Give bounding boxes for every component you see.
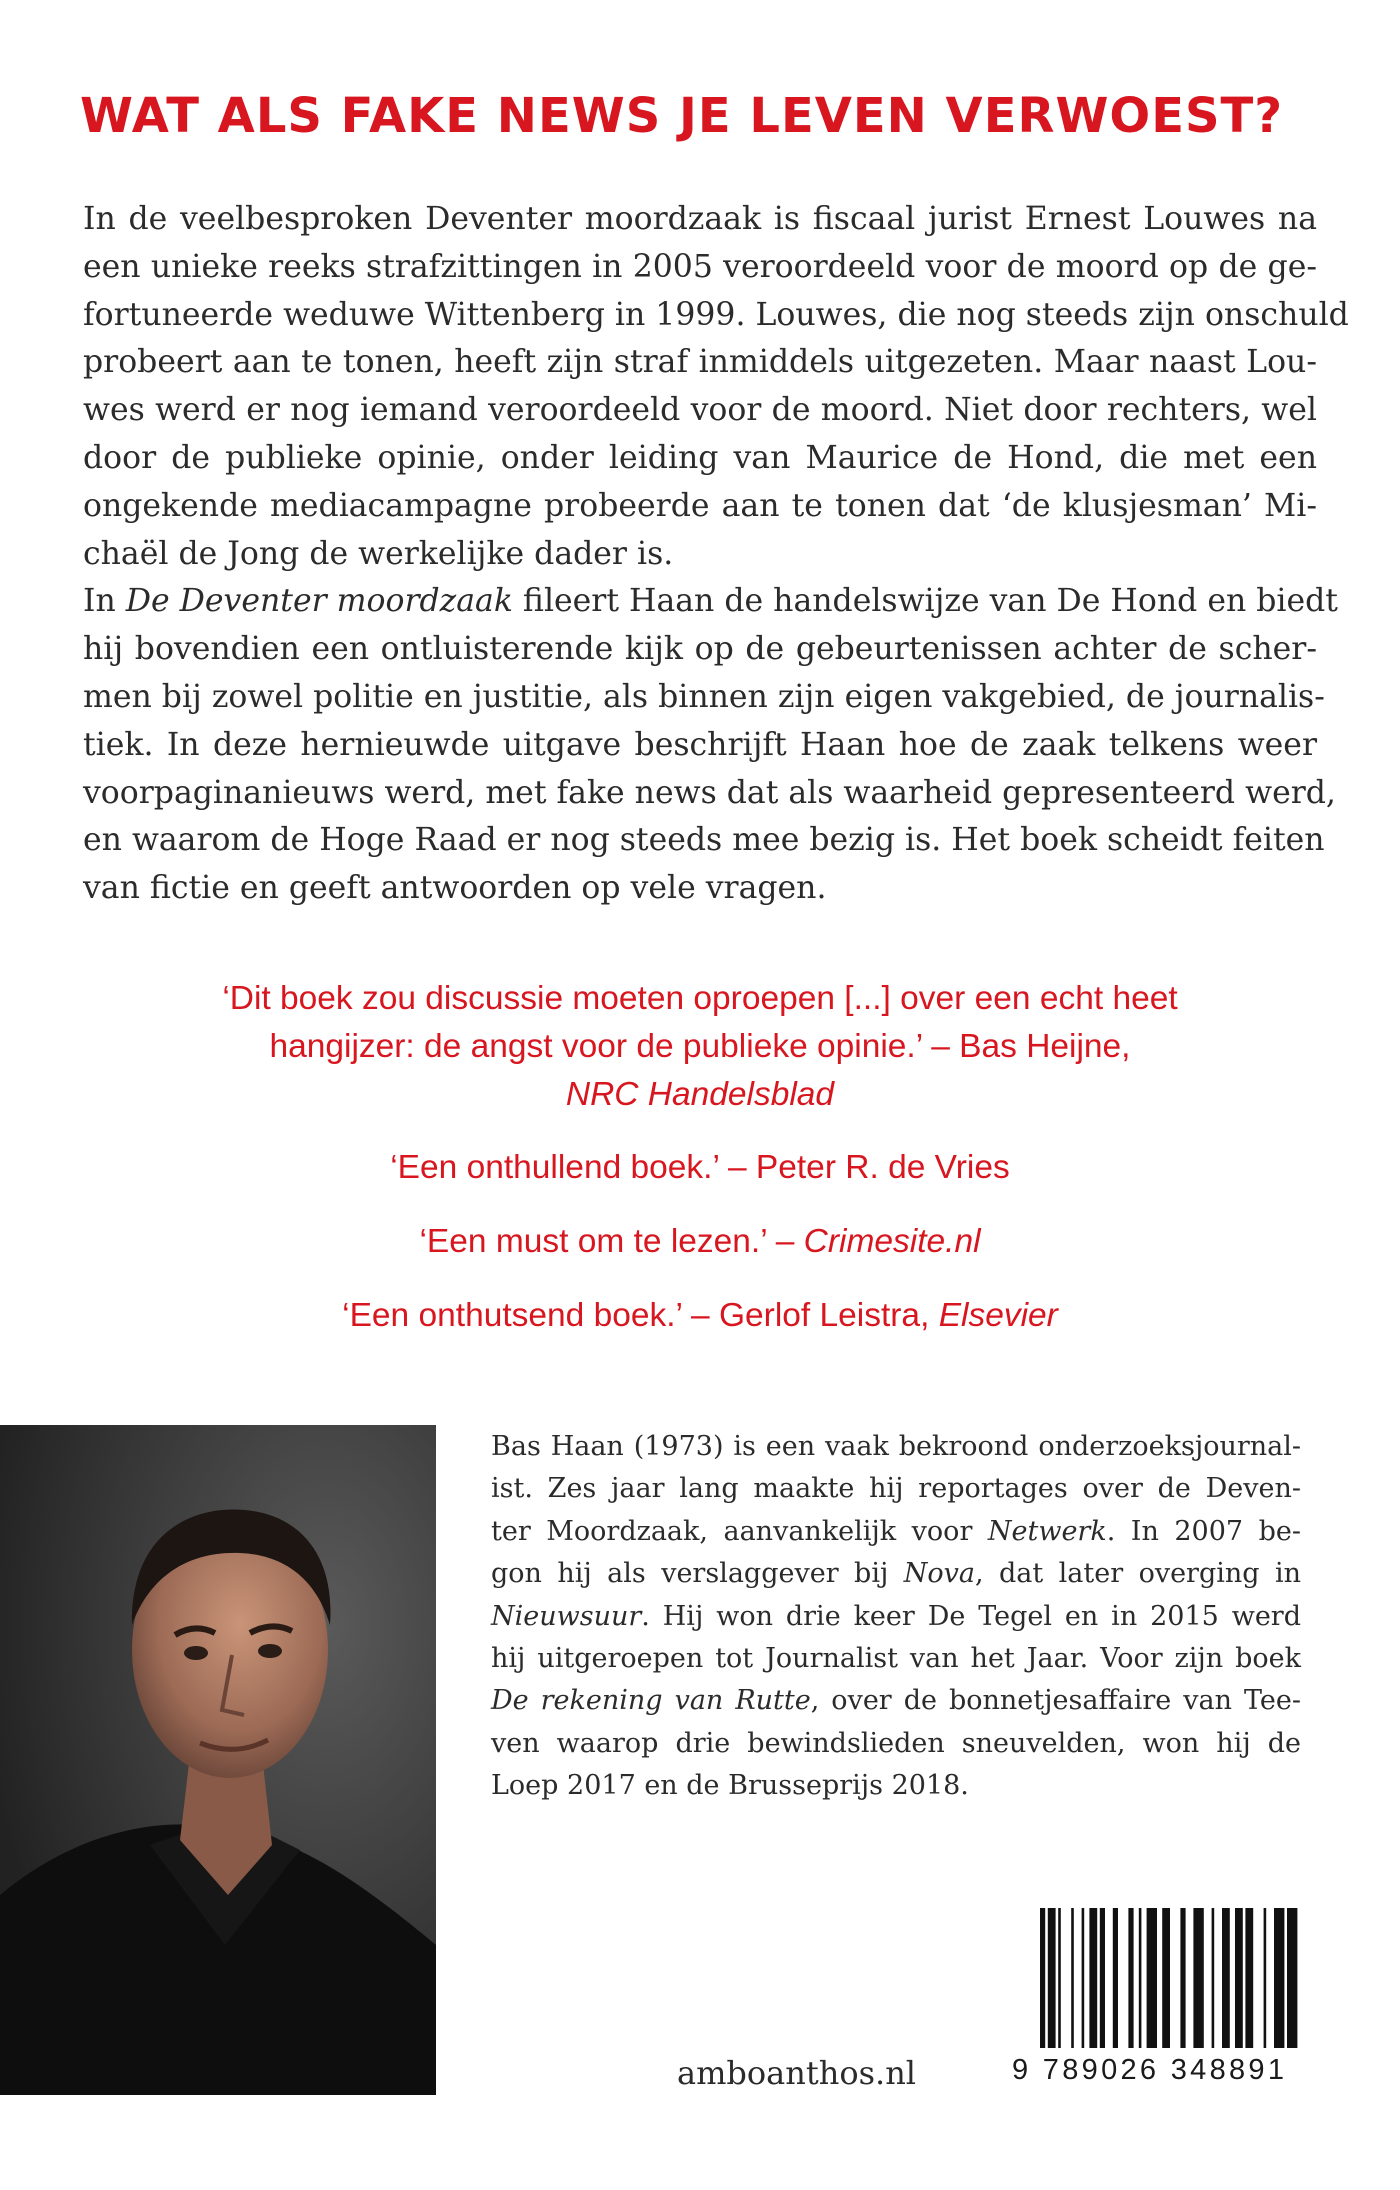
barcode-bar (1274, 1908, 1284, 2048)
review-quote (80, 975, 1320, 1119)
review-quote (80, 1218, 1320, 1266)
bio-text: gon hij als verslaggever bij (491, 1558, 904, 1590)
blurb-line: voorpaginanieuws werd, met fake news dat als waarheid gepresenteerd werd, (83, 774, 1336, 811)
quote-source: Crimesite.nl (803, 1223, 981, 1260)
barcode-bar (1180, 1908, 1185, 2048)
blurb-line: chaël de Jong de werkelijke dader is. (83, 535, 674, 572)
blurb-line (83, 578, 1338, 626)
barcode-bars (1038, 1908, 1314, 2048)
bio-text: . Hij won drie keer De Tegel en in 2015 werd (641, 1600, 1301, 1632)
barcode-bar (1287, 1908, 1297, 2048)
review-quotes (80, 975, 1320, 1340)
bio-text: ter Moordzaak, aanvankelijk voor (491, 1515, 988, 1547)
author-portrait (0, 1425, 436, 2095)
review-quote (80, 1144, 1320, 1192)
quote-line: ‘Een onthullend boek.’ – Peter R. de Vries (390, 1149, 1010, 1186)
bio-line (491, 1511, 1301, 1553)
book-blurb (83, 196, 1349, 913)
isbn-number: 9 789026 348891 (1012, 2054, 1288, 2086)
bio-line: ist. Zes jaar lang maakte hij reportages over de Deven- (491, 1473, 1301, 1505)
blurb-line: van fictie en geeft antwoorden op vele vragen. (83, 870, 827, 907)
barcode-bar (1089, 1908, 1097, 2048)
barcode-bar (1139, 1908, 1142, 2048)
barcode-bar (1264, 1908, 1267, 2048)
bio-italic: Nova (903, 1558, 975, 1590)
barcode-bar (1100, 1908, 1105, 2048)
cover-headline: WAT ALS FAKE NEWS JE LEVEN VERWOEST? (80, 88, 1284, 144)
bio-text: . In 2007 be- (1106, 1515, 1301, 1547)
bio-line (491, 1553, 1301, 1595)
bio-italic: Netwerk (987, 1515, 1107, 1547)
barcode-bar (1212, 1908, 1215, 2048)
barcode-bar (1048, 1908, 1056, 2048)
bio-italic: De rekening van Rutte (491, 1685, 811, 1717)
author-bio (491, 1426, 1301, 1808)
quote-source: Elsevier (938, 1297, 1058, 1334)
barcode-bar (1082, 1908, 1085, 2048)
bio-line: Loep 2017 en de Brusseprijs 2018. (491, 1770, 969, 1802)
blurb-line: door de publieke opinie, onder leiding van Maurice de Hond, die met een (83, 439, 1317, 476)
quote-text: ‘Een onthutsend boek.’ – Gerlof Leistra, (342, 1297, 939, 1334)
bio-line: Bas Haan (1973) is een vaak bekroond onderzoeksjournal- (491, 1431, 1301, 1462)
bio-text: , over de bonnetjesaffaire van Tee- (810, 1685, 1301, 1717)
blurb-line: In de veelbesproken Deventer moordzaak is fiscaal jurist Ernest Louwes na (83, 201, 1317, 237)
bio-line (491, 1680, 1301, 1722)
quote-text: ‘Een must om te lezen.’ – (419, 1223, 804, 1260)
barcode-bar (1040, 1908, 1045, 2048)
publisher-website: amboanthos.nl (677, 2054, 917, 2092)
barcode-bar (1071, 1908, 1074, 2048)
bio-line: ven waarop drie bewindslieden sneuvelden, won hij de (491, 1727, 1301, 1759)
barcode-bar (1128, 1908, 1133, 2048)
bio-text: , dat later overging in (975, 1558, 1302, 1590)
quote-line (80, 1292, 1320, 1340)
review-quote (80, 1292, 1320, 1340)
quote-line (80, 1071, 1320, 1119)
blurb-line: wes werd er nog iemand veroordeeld voor de moord. Niet door rechters, wel (83, 392, 1317, 429)
barcode-bar (1162, 1908, 1170, 2048)
quote-line (80, 1218, 1320, 1266)
quote-line: ‘Dit boek zou discussie moeten oproepen [...] over een echt heet (222, 980, 1178, 1017)
blurb-line: ongekende mediacampagne probeerde aan te tonen dat ‘de klusjesman’ Mi- (83, 487, 1317, 524)
barcode-bar (1113, 1908, 1118, 2048)
barcode-bar (1058, 1908, 1061, 2048)
quote-line: hangijzer: de angst voor de publieke opinie.’ – Bas Heijne, (269, 1028, 1131, 1065)
barcode-bar (1235, 1908, 1243, 2048)
bio-line: hij uitgeroepen tot Journalist van het Jaar. Voor zijn boek (491, 1642, 1301, 1674)
barcode-bar (1193, 1908, 1203, 2048)
book-title-italic: De Deventer moordzaak (125, 583, 513, 620)
portrait-illustration (0, 1425, 436, 2095)
blurb-line: hij bovendien een ontluisterende kijk op de gebeurtenissen achter de scher- (83, 631, 1317, 668)
blurb-line: tiek. In deze hernieuwde uitgave beschrijft Haan hoe de zaak telkens weer (83, 726, 1317, 763)
blurb-line: en waarom de Hoge Raad er nog steeds mee bezig is. Het boek scheidt feiten (83, 822, 1325, 859)
barcode-bar (1147, 1908, 1157, 2048)
blurb-line: men bij zowel politie en justitie, als binnen zijn eigen vakgebied, de journalis- (83, 678, 1325, 715)
blurb-line: probeert aan te tonen, heeft zijn straf inmiddels uitgezeten. Maar naast Lou- (83, 344, 1317, 381)
blurb-text: fileert Haan de handelswijze van De Hond en biedt (512, 583, 1338, 620)
bio-line (491, 1596, 1301, 1638)
blurb-line: fortuneerde weduwe Wittenberg in 1999. Louwes, die nog steeds zijn onschuld (83, 296, 1349, 333)
bio-italic: Nieuwsuur (491, 1600, 642, 1632)
barcode-bar (1222, 1908, 1230, 2048)
blurb-line: een unieke reeks strafzittingen in 2005 veroordeeld voor de moord op de ge- (83, 248, 1317, 285)
quote-source: NRC Handelsblad (565, 1076, 835, 1113)
blurb-text: In (83, 583, 126, 620)
barcode-bar (1245, 1908, 1253, 2048)
